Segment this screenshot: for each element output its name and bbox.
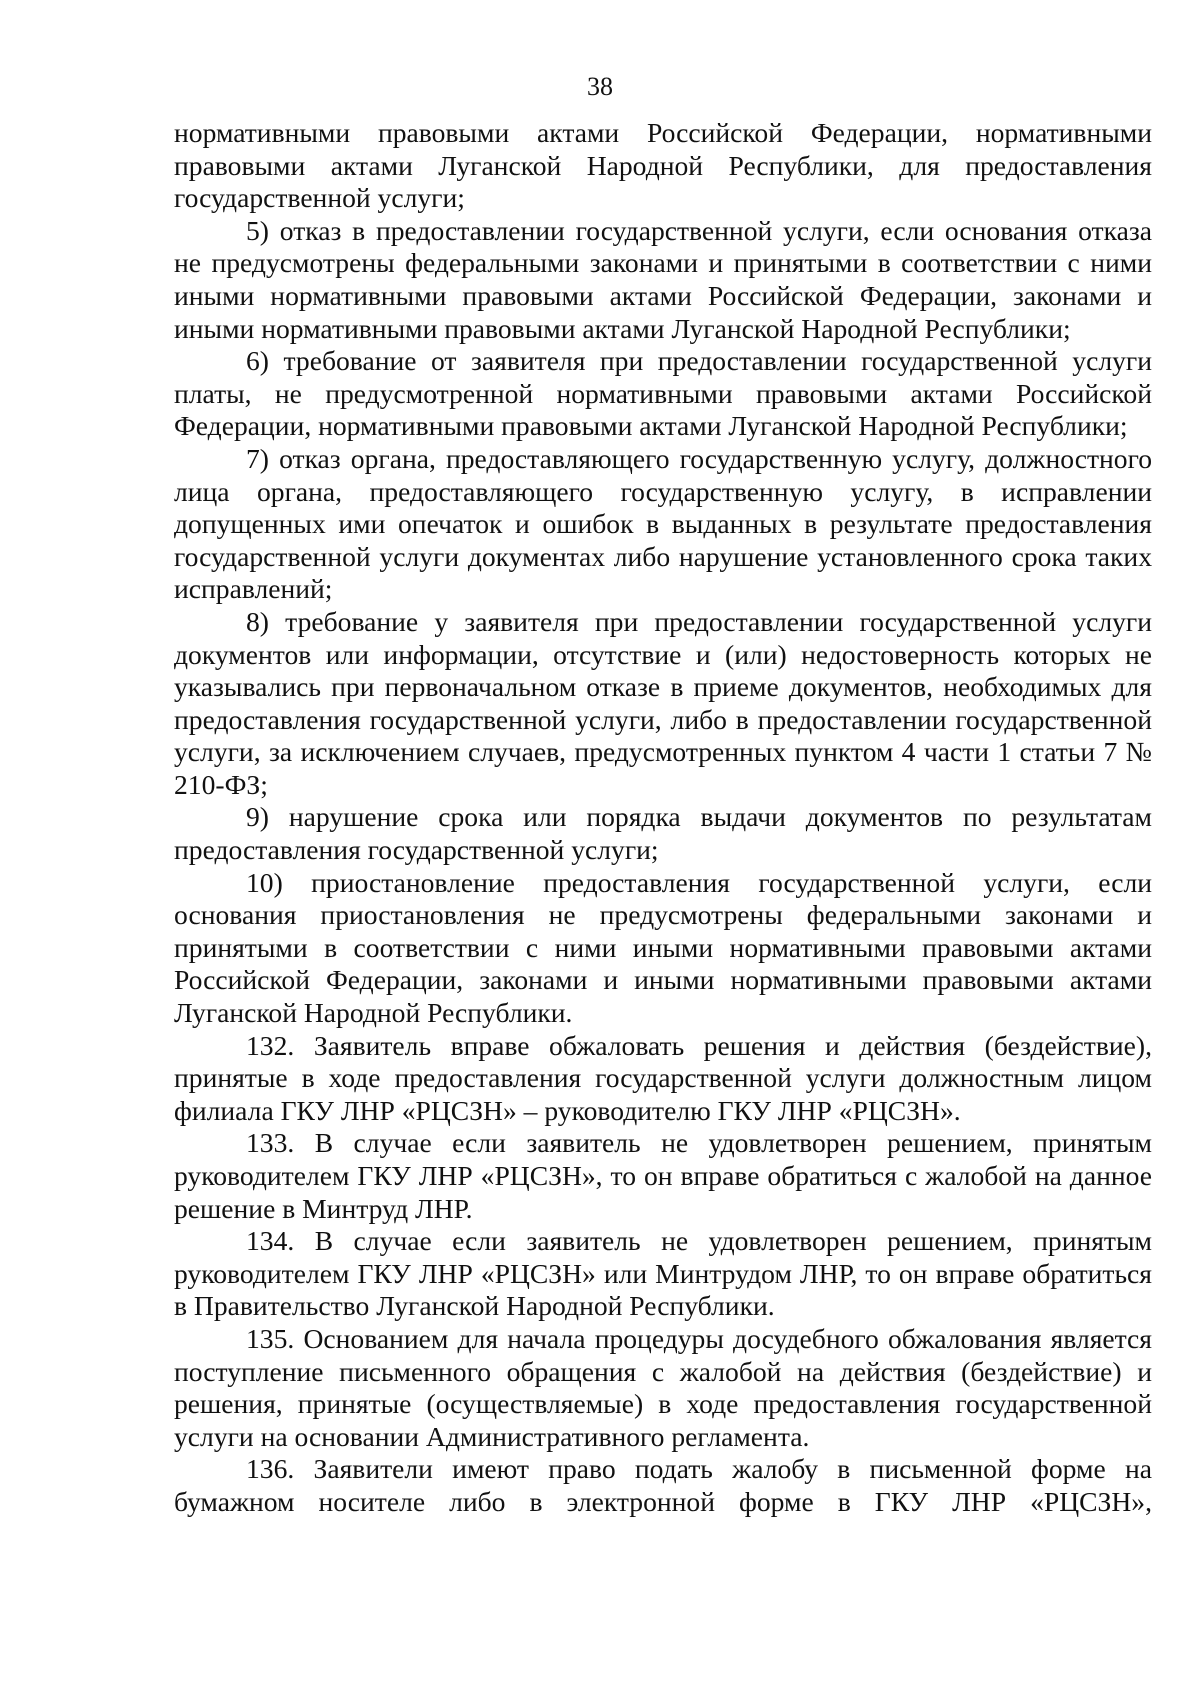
paragraph-item-5: 5) отказ в предоставлении государственной услуги, если основания отказа не предусмотрены федеральными законами и принятыми в соответствии с ними иными нормативными правовыми актами Российской Федерации, законами и иными нормативными правовыми актами Луганской Народной Республики; <box>174 214 1152 344</box>
document-body <box>174 117 1152 1519</box>
paragraph-item-7: 7) отказ органа, предоставляющего государственную услугу, должностного лица органа, предоставляющего государственную услугу, в исправлении допущенных ими опечаток и ошибок в выданных в результате предоставления государственной услуги документах либо нарушение установленного срока таких исправлений; <box>174 442 1152 605</box>
paragraph-item-9: 9) нарушение срока или порядка выдачи документов по результатам предоставления государственной услуги; <box>174 801 1152 866</box>
paragraph-item-8: 8) требование у заявителя при предоставлении государственной услуги документов или информации, отсутствие и (или) недостоверность которых не указывались при первоначальном отказе в приеме документов, необходимых для предоставления государственной услуги, либо в предоставлении государственной услуги, за исключением случаев, предусмотренных пунктом 4 части 1 статьи 7 № 210-ФЗ; <box>174 605 1152 800</box>
paragraph-item-10: 10) приостановление предоставления государственной услуги, если основания приостановления не предусмотрены федеральными законами и принятыми в соответствии с ними иными нормативными правовыми актами Российской Федерации, законами и иными нормативными правовыми актами Луганской Народной Республики. <box>174 866 1152 1029</box>
paragraph-132: 132. Заявитель вправе обжаловать решения и действия (бездействие), принятые в ходе предоставления государственной услуги должностным лицом филиала ГКУ ЛНР «РЦСЗН» – руководителю ГКУ ЛНР «РЦСЗН». <box>174 1029 1152 1126</box>
paragraph-item-6: 6) требование от заявителя при предоставлении государственной услуги платы, не предусмотренной нормативными правовыми актами Российской Федерации, нормативными правовыми актами Луганской Народной Республики; <box>174 345 1152 442</box>
paragraph-133: 133. В случае если заявитель не удовлетворен решением, принятым руководителем ГКУ ЛНР «РЦСЗН», то он вправе обратиться с жалобой на данное решение в Минтруд ЛНР. <box>174 1127 1152 1224</box>
paragraph-134: 134. В случае если заявитель не удовлетворен решением, принятым руководителем ГКУ ЛНР «РЦСЗН» или Минтрудом ЛНР, то он вправе обратиться в Правительство Луганской Народной Республики. <box>174 1225 1152 1322</box>
paragraph-136: 136. Заявители имеют право подать жалобу в письменной форме на бумажном носителе либо в электронной форме в ГКУ ЛНР «РЦСЗН», <box>174 1453 1152 1517</box>
page-number: 38 <box>587 72 613 101</box>
paragraph-135: 135. Основанием для начала процедуры досудебного обжалования является поступление письменного обращения с жалобой на действия (бездействие) и решения, принятые (осуществляемые) в ходе предоставления государственной услуги на основании Административного регламента. <box>174 1322 1152 1452</box>
paragraph-continuation: нормативными правовыми актами Российской Федерации, нормативными правовыми актами Луганской Народной Республики, для предоставления государственной услуги; <box>174 117 1152 214</box>
